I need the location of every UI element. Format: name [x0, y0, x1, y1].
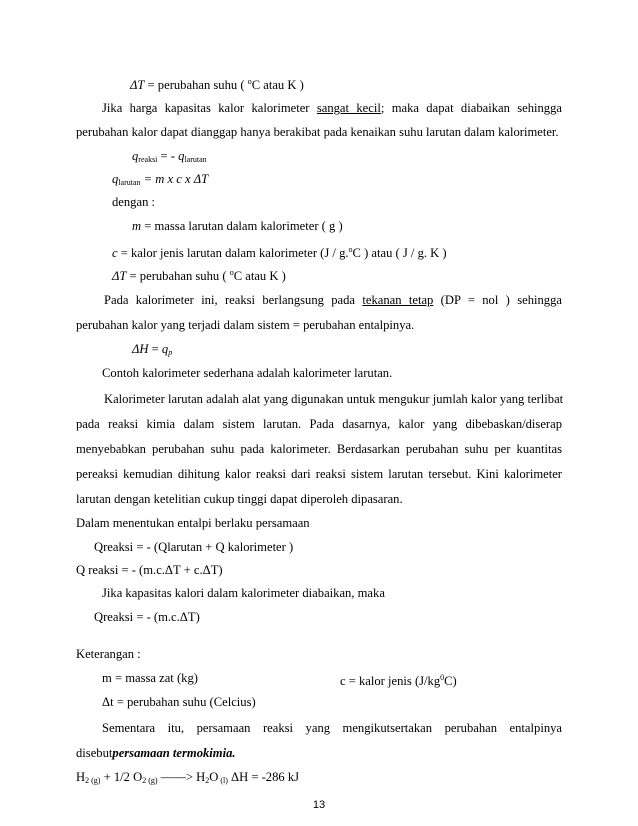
- keterangan-label: Keterangan :: [76, 647, 141, 661]
- keterangan-c: c = kalor jenis $(J/kg^0C)$: [340, 673, 457, 688]
- keterangan-m: m = massa zat (kg): [102, 671, 198, 685]
- paragraph-2-line-2: perubahan kalor yang terjadi dalam sistem = perubahan entalpinya.: [76, 318, 415, 332]
- equation-delta-h: $\Delta H = q_p$: [132, 342, 173, 357]
- paragraph-7-line-1: Sementara itu, persamaan reaksi yang mengikutsertakan perubahan entalpinya: [102, 721, 562, 735]
- paragraph-4-line-5: larutan dengan ketelitian cukup tinggi dapat diperoleh dipasaran.: [76, 492, 403, 506]
- paragraph-1-line-2: perubahan kalor dapat dianggap hanya berakibat pada kenaikan suhu larutan dalam kalorimeter.: [76, 125, 559, 139]
- definition-c: c = kalor jenis larutan dalam kalorimeter (J / g.$^o$C ) atau ( J / g. K ): [112, 245, 447, 260]
- equation-qreaksi-2: Q reaksi = - (m.c.ΔT + c.ΔT): [76, 563, 223, 577]
- equation-qreaksi-3: Qreaksi = - (m.c.ΔT): [94, 610, 200, 624]
- paragraph-2-line-1: Pada kalorimeter ini, reaksi berlangsung pada tekanan tetap (DP = nol ) sehingga: [104, 293, 562, 307]
- equation-q-reaksi: $q_{reaksi}$ = - $q_{larutan}$: [132, 149, 207, 164]
- definition-m: m = massa larutan dalam kalorimeter ( g ): [132, 219, 343, 233]
- paragraph-5: Dalam menentukan entalpi berlaku persamaan: [76, 516, 310, 530]
- paragraph-1-line-1: Jika harga kapasitas kalor kalorimeter sangat kecil; maka dapat diabaikan sehingga: [102, 101, 562, 115]
- paragraph-4-line-2: pada reaksi kimia dalam sistem larutan. Pada dasarnya, kalor yang dibebaskan/diserap: [76, 417, 562, 431]
- paragraph-4-line-4: pereaksi kemudian dihitung kalor reaksi dari reaksi sistem larutan tersebut. Kini kalorimeter: [76, 467, 562, 481]
- dengan-label: dengan :: [112, 195, 156, 209]
- paragraph-3: Contoh kalorimeter sederhana adalah kalorimeter larutan.: [102, 366, 393, 380]
- delta-t-definition-2: ΔT = perubahan suhu ( $^o$C atau K ): [112, 268, 286, 283]
- paragraph-6: Jika kapasitas kalori dalam kalorimeter diabaikan, maka: [102, 586, 385, 600]
- equation-qreaksi-1: Qreaksi = - (Qlarutan + Q kalorimeter ): [94, 540, 294, 554]
- page-number: 13: [312, 799, 326, 811]
- equation-q-larutan: $q_{larutan} = m$ x c x ΔT: [112, 172, 209, 187]
- thermochemical-reaction: $H_2$ $_{(g)}$ + 1/2 $O_2$ $_{(g)}$ ——> $H_2O$ $_{(l)}$ ΔH = -286 kJ: [76, 770, 300, 785]
- delta-t-definition-1: ΔT = perubahan suhu ( $^o$C atau K ): [130, 77, 304, 92]
- paragraph-4-line-1: Kalorimeter larutan adalah alat yang digunakan untuk mengukur jumlah kalor yang terlibat: [104, 392, 564, 406]
- paragraph-7-line-2: disebutpersamaan termokimia.: [76, 746, 236, 760]
- paragraph-4-line-3: menyebabkan perubahan suhu pada kalorimeter. Berdasarkan perubahan suhu per kuantitas: [76, 442, 562, 456]
- keterangan-delta-t: Δt = perubahan suhu (Celcius): [102, 695, 256, 709]
